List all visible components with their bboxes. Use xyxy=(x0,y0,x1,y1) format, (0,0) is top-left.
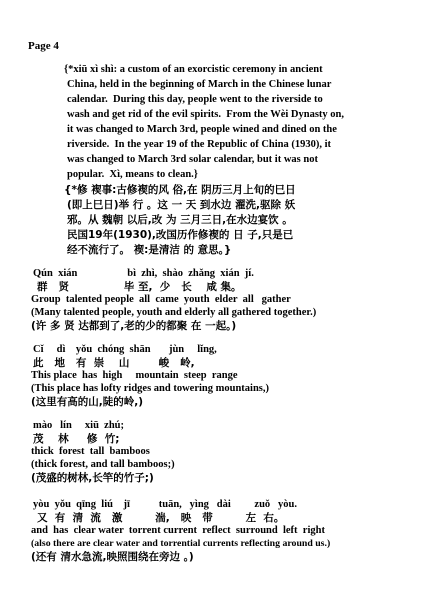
note-zh-line-1: {*修 褉事:古修褉的风 俗,在 阴历三月上旬的巳日 xyxy=(64,184,296,196)
note-en-line-8: popular. Xì, means to clean.} xyxy=(67,169,198,180)
verse-2-hanzi: 此 地 有 崇 山 峻 岭, xyxy=(33,357,195,369)
verse-2-pinyin: Cǐ dì yǒu chóng shān jùn lǐng, xyxy=(33,344,217,355)
verse-1-translation: (Many talented people, youth and elderly all gathered together.) xyxy=(31,307,317,318)
verse-1-modern: (许 多 贤 达都到了,老的少的都聚 在 一起。) xyxy=(31,320,237,332)
verse-3-pinyin: mào lín xiū zhú; xyxy=(33,420,125,431)
verse-1-gloss: Group talented people all came youth elder all gather xyxy=(31,294,291,305)
note-en-line-5: it was changed to March 3rd, people wined and dined on the xyxy=(67,124,337,135)
note-zh-line-3: 邪。从 魏朝 以后,改 为 三月三日,在水边宴饮 。 xyxy=(67,214,293,226)
verse-3-gloss: thick forest tall bamboos xyxy=(31,446,150,457)
verse-2-modern: (这里有高的山,陡的岭,) xyxy=(31,396,144,408)
note-zh-line-5: 经不流行了。 褉:是清洁 的 意思。} xyxy=(67,244,232,256)
verse-3-translation: (thick forest, and tall bamboos;) xyxy=(31,459,175,470)
note-zh-line-2: (即上巳日)举 行 。这 一 天 到水边 濯洗,驱除 妖 xyxy=(67,199,296,211)
verse-2-translation: (This place has lofty ridges and towering mountains,) xyxy=(31,383,270,394)
verse-3-hanzi: 茂 林 修 竹; xyxy=(33,433,120,445)
note-en-line-2: China, held in the beginning of March in the Chinese lunar xyxy=(67,79,332,90)
verse-1-hanzi: 群 贤 毕 至, 少 长 咸 集。 xyxy=(37,281,242,293)
note-en-line-4: wash and get rid of the evil spirits. From the Wèi Dynasty on, xyxy=(67,109,344,120)
verse-4-gloss: and has clear water torrent current reflect surround left right xyxy=(31,525,325,536)
verse-1-pinyin: Qún xián bì zhì, shào zhǎng xián jí. xyxy=(33,268,254,279)
verse-3-modern: (茂盛的树林,长竿的竹子;) xyxy=(31,472,154,484)
note-en-line-7: was changed to March 3rd solar calendar, but it was not xyxy=(67,154,318,165)
note-en-line-6: riverside. In the year 19 of the Republic of China (1930), it xyxy=(67,139,332,150)
verse-4-pinyin: yòu yǒu qīng liú jī tuān, yìng dài zuǒ yòu. xyxy=(33,499,298,510)
note-zh-line-4: 民国19年(1930),改国历作修褉的 日 子,只是已 xyxy=(67,229,294,241)
verse-4-modern: (还有 清水急流,映照围绕在旁边 。) xyxy=(31,551,194,563)
verse-2-gloss: This place has high mountain steep range xyxy=(31,370,238,381)
note-en-line-3: calendar. During this day, people went to the riverside to xyxy=(67,94,323,105)
verse-4-hanzi: 又 有 清 流 激 湍, 映 带 左 右。 xyxy=(37,512,285,524)
verse-4-translation: (also there are clear water and torrential currents reflecting around us.) xyxy=(31,538,331,549)
page-label: Page 4 xyxy=(28,40,59,52)
note-en-line-1: {*xiū xì shì: a custom of an exorcistic ceremony in ancient xyxy=(64,64,323,75)
